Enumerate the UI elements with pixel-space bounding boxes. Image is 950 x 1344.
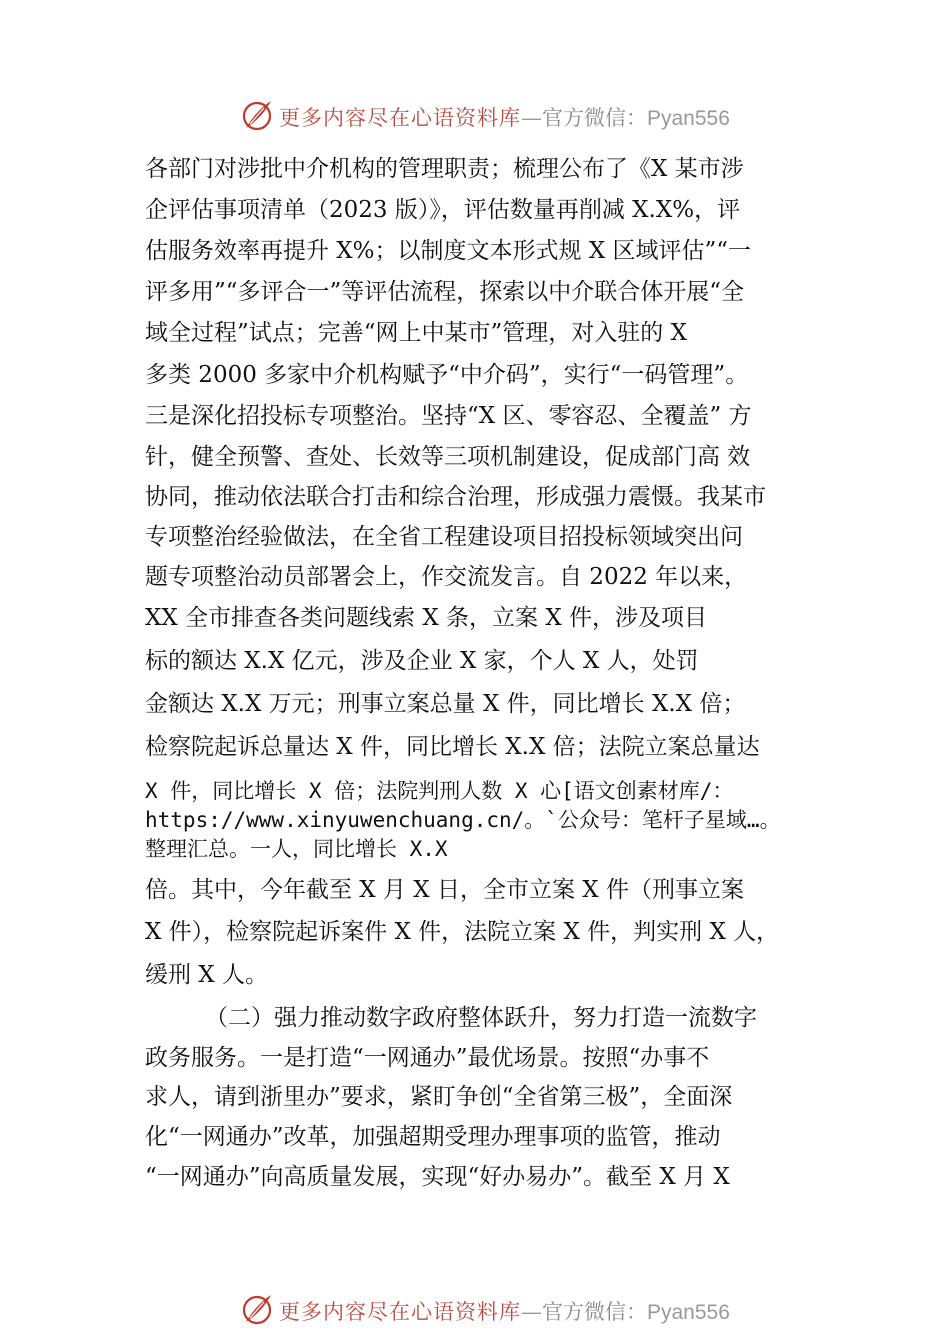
text-line: 专项整治经验做法，在全省工程建设项目招投标领域突出问 [145, 524, 743, 550]
text-line: 标的额达 X.X 亿元，涉及企业 X 家，个人 X 人，处罚 [145, 648, 699, 674]
text-line: 协同，推动依法联合打击和综合治理，形成强力震慑。我某市 [145, 484, 766, 510]
text-line: 企评估事项清单（2023 版）》，评估数量再削减 X.X%，评 [145, 197, 741, 223]
watermark-banner-top [0, 94, 950, 138]
watermark-wechat-id: Pyan556 [647, 107, 730, 130]
watermark-official-label: 官方微信： [542, 106, 647, 130]
text-line: 多类 2000 多家中介机构赋予“中介码”，实行“一码管理”。 [145, 362, 749, 388]
text-line: 针，健全预警、查处、长效等三项机制建设，促成部门高 效 [145, 444, 751, 470]
watermark-text [279, 1296, 730, 1326]
text-line-mono: X 件，同比增长 X 倍；法院判刑人数 X 心[语文创素材库/： [145, 779, 734, 803]
watermark-text [279, 102, 730, 132]
text-line: 域全过程”试点；完善“网上中某市”管理，对入驻的 X [145, 320, 687, 346]
text-line: 三是深化招投标专项整治。坚持“X 区、零容忍、全覆盖” 方 [145, 403, 752, 429]
text-line-mono: https://www.xinyuwenchuang.cn/。`公众号：笔杆子星域…。 [145, 808, 781, 832]
watermark-official-label: 官方微信： [542, 1300, 647, 1324]
text-line: 金额达 X.X 万元；刑事立案总量 X 件，同比增长 X.X 倍； [145, 691, 746, 717]
watermark-cn-text: 更多内容尽在心语资料库 [279, 1300, 521, 1324]
text-line: 检察院起诉总量达 X 件，同比增长 X.X 倍；法院立案总量达 [145, 734, 760, 760]
watermark-banner-bottom [0, 1288, 950, 1332]
quill-logo-icon [240, 1292, 274, 1326]
text-line: “一网通办”向高质量发展，实现“好办易办”。截至 X 月 X [145, 1164, 730, 1190]
text-line: 各部门对涉批中介机构的管理职责；梳理公布了《X 某市涉 [145, 156, 744, 182]
text-line: X 件），检察院起诉案件 X 件，法院立案 X 件，判实刑 X 人， [145, 919, 780, 945]
text-line: 倍。其中，今年截至 X 月 X 日，全市立案 X 件（刑事立案 [145, 877, 744, 903]
watermark-wechat-id: Pyan556 [647, 1301, 730, 1324]
text-line: 化“一网通办”改革，加强超期受理办理事项的监管，推动 [145, 1124, 721, 1150]
text-line: 缓刑 X 人。 [145, 962, 268, 988]
watermark-cn-text: 更多内容尽在心语资料库 [279, 106, 521, 130]
watermark-dash: — [521, 106, 542, 130]
quill-logo-icon [240, 98, 274, 132]
text-line-mono: 整理汇总。一人，同比增长 X.X [145, 837, 448, 861]
paragraph-heading-line: （二）强力推动数字政府整体跃升，努力打造一流数字 [205, 1005, 757, 1031]
text-line: 估服务效率再提升 X%；以制度文本形式规 X 区域评估”“一 [145, 238, 752, 264]
text-line: 政务服务。一是打造“一网通办”最优场景。按照“办事不 [145, 1045, 710, 1071]
watermark-dash: — [521, 1300, 542, 1324]
text-line: XX 全市排查各类问题线索 X 条，立案 X 件，涉及项目 [145, 605, 708, 631]
text-line: 求人，请到浙里办”要求，紧盯争创“全省第三极”，全面深 [145, 1084, 733, 1110]
text-line: 题专项整治动员部署会上，作交流发言。自 2022 年以来， [145, 564, 748, 590]
text-line: 评多用”“多评合一”等评估流程，探索以中介联合体开展“全 [145, 279, 745, 305]
